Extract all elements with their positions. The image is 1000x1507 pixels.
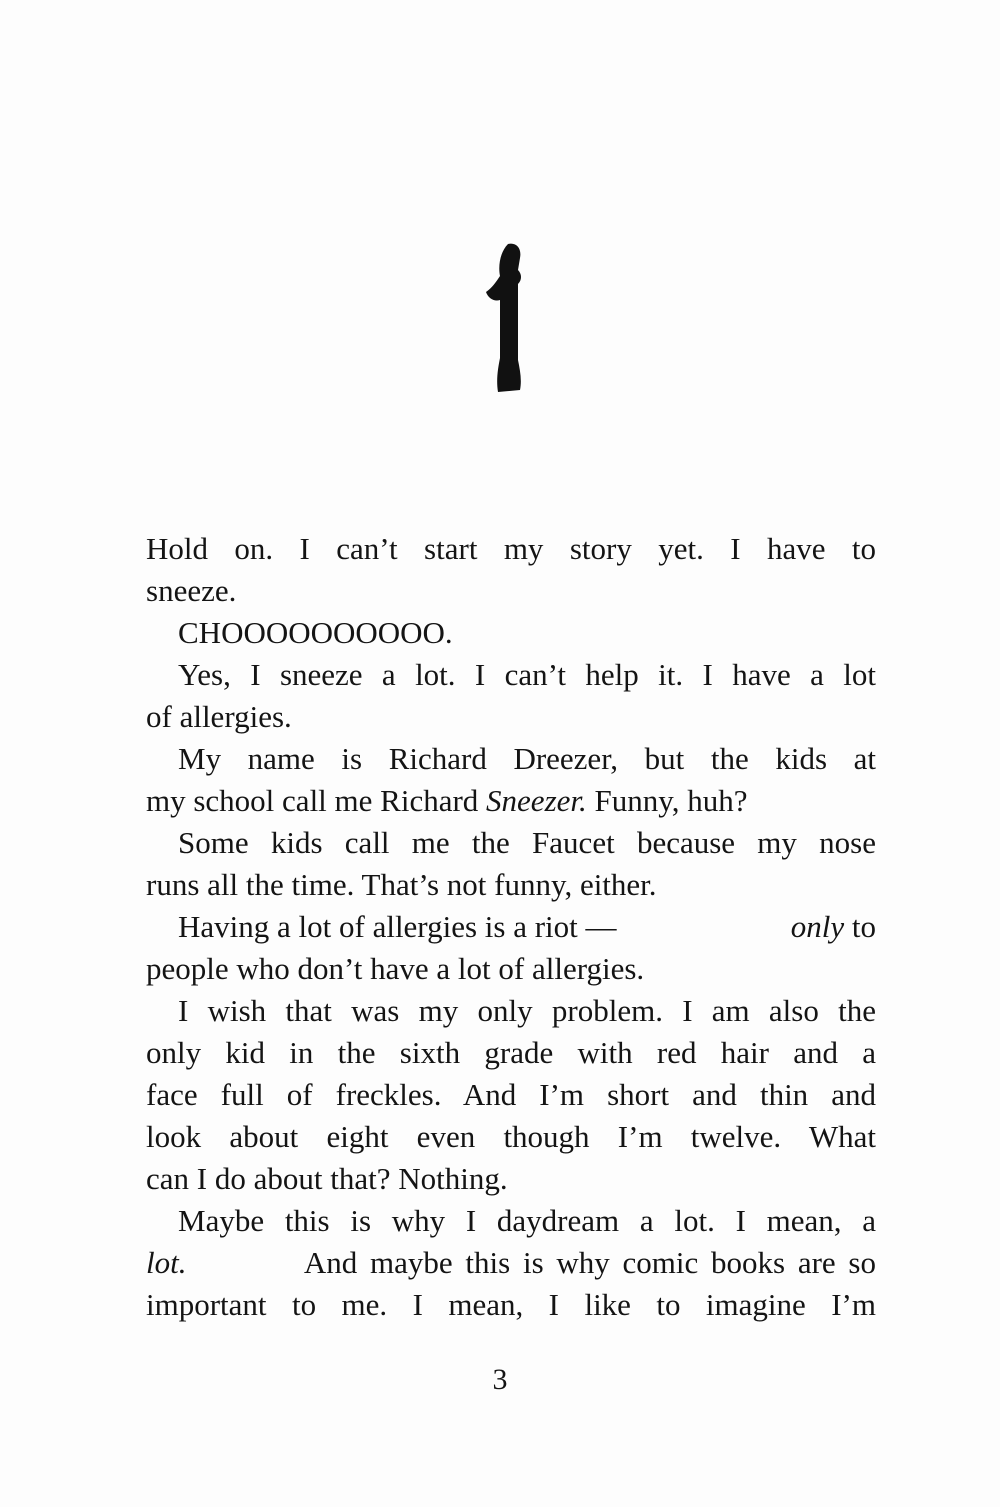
- text-line: [146, 1074, 876, 1116]
- text: Maybe this is why I daydream a lot. I mean, a: [178, 1203, 876, 1238]
- text-line: [146, 780, 876, 822]
- text: only kid in the sixth grade with red hair and a: [146, 1035, 876, 1070]
- text-line: [146, 654, 876, 696]
- text: Hold on. I can’t start my story yet. I have to: [146, 531, 876, 566]
- text-line: [146, 738, 876, 780]
- text: of allergies.: [146, 699, 292, 734]
- text: my school call me Richard: [146, 783, 487, 818]
- text-line: [146, 822, 876, 864]
- text: Funny, huh?: [586, 783, 748, 818]
- text-line: [146, 948, 876, 990]
- text-line: [146, 864, 876, 906]
- chapter-number: [478, 240, 538, 395]
- text-line: [146, 1284, 876, 1326]
- text-line: [146, 990, 876, 1032]
- italic-text: lot.: [146, 1245, 187, 1280]
- text: CHOOOOOOOOOO.: [178, 615, 453, 650]
- text-line: [146, 612, 876, 654]
- text: runs all the time. That’s not funny, either.: [146, 867, 657, 902]
- text: important to me. I mean, I like to imagine I’m: [146, 1287, 876, 1322]
- text: can I do about that? Nothing.: [146, 1161, 508, 1196]
- text-line: [146, 1116, 876, 1158]
- text-line: [146, 1158, 876, 1200]
- text-line: [146, 1242, 876, 1284]
- text: My name is Richard Dreezer, but the kids at: [178, 741, 876, 776]
- text: Some kids call me the Faucet because my nose: [178, 825, 876, 860]
- text-line: [146, 570, 876, 612]
- chapter-number-glyph: [478, 240, 538, 395]
- italic-text: only: [790, 909, 845, 944]
- text-line: [146, 528, 876, 570]
- text: I wish that was my only problem. I am also the: [178, 993, 876, 1028]
- text: look about eight even though I’m twelve. What: [146, 1119, 876, 1154]
- text-line: [146, 1200, 876, 1242]
- text: And maybe this is why comic books are so: [292, 1245, 876, 1280]
- page-number: 3: [492, 1363, 508, 1396]
- body-text: [146, 528, 876, 1326]
- text-line: [146, 906, 876, 948]
- text-line: [146, 696, 876, 738]
- italic-text: Sneezer.: [486, 783, 587, 818]
- text: to: [844, 909, 876, 944]
- text: Yes, I sneeze a lot. I can’t help it. I have a lot: [178, 657, 876, 692]
- text: Having a lot of allergies is a riot —: [178, 909, 625, 944]
- text: sneeze.: [146, 573, 237, 608]
- text-line: [146, 1032, 876, 1074]
- text: people who don’t have a lot of allergies.: [146, 951, 645, 986]
- text: face full of freckles. And I’m short and thin and: [146, 1077, 876, 1112]
